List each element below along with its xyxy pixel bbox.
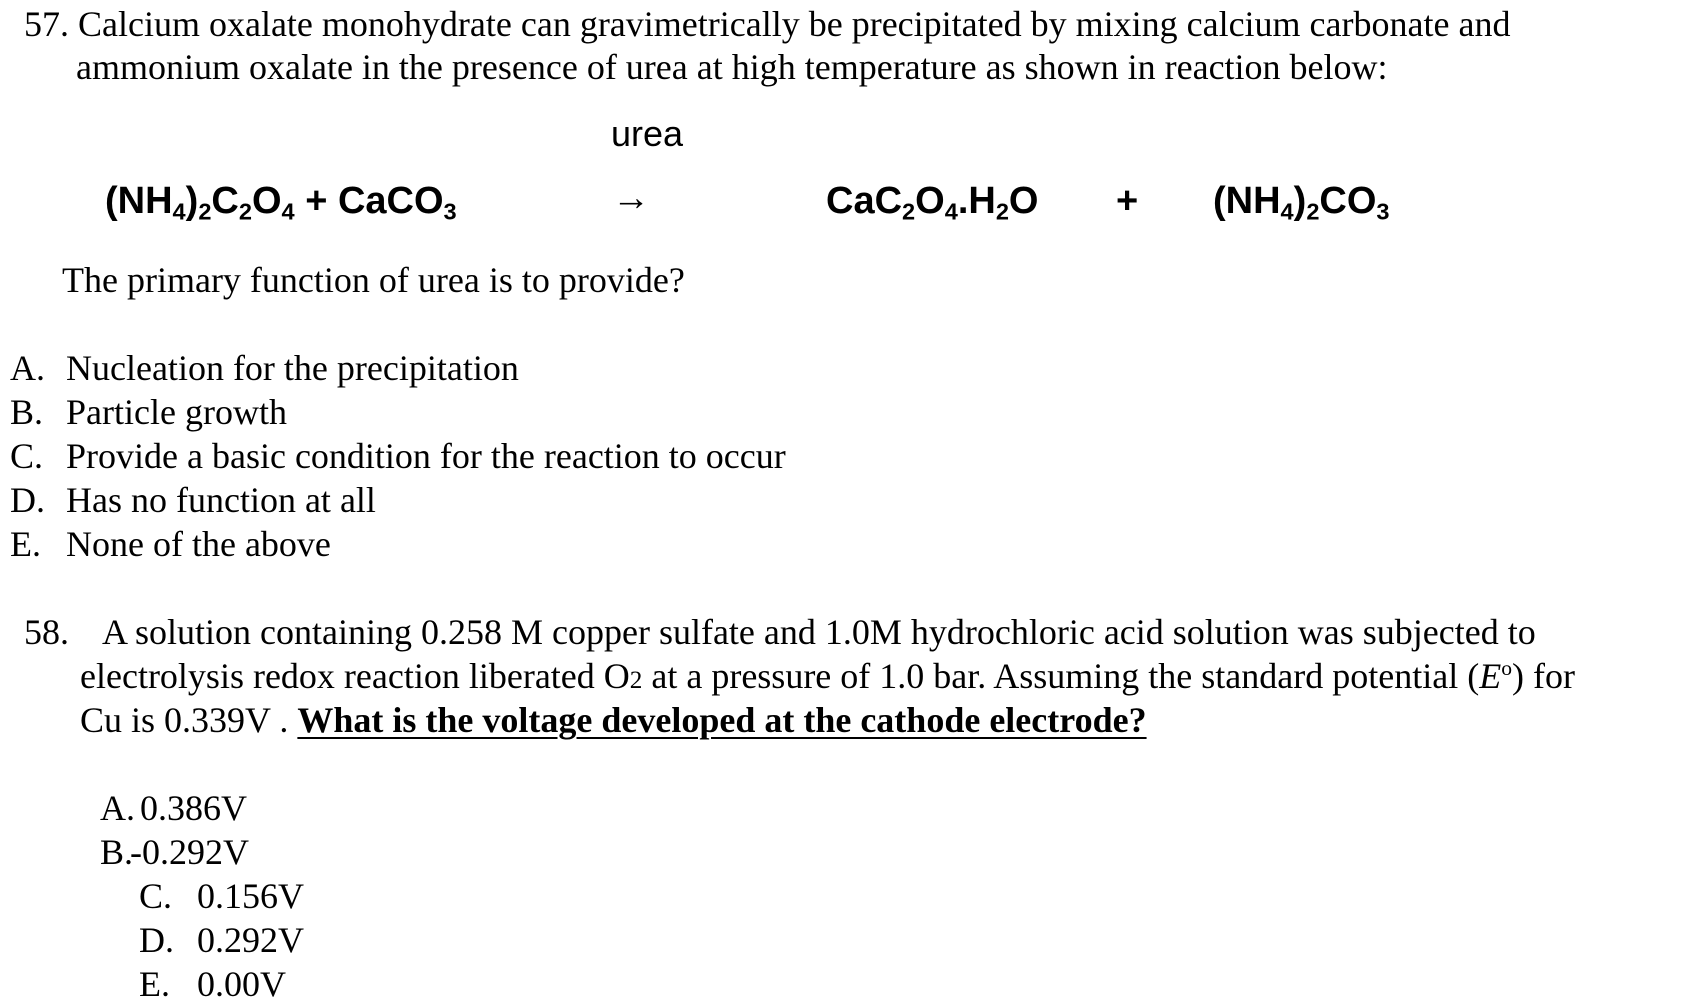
q58-line3: Cu is 0.339V . What is the voltage developed at the cathode electrode? [80, 700, 1147, 740]
q58-option-d[interactable]: D. 0.292V [139, 920, 304, 960]
q58-option-a[interactable]: A. 0.386V [100, 788, 247, 828]
q57-line2: ammonium oxalate in the presence of urea at high temperature as shown in reaction below: [76, 47, 1388, 87]
q58-number: 58. [24, 612, 69, 652]
reaction-arrow: → [612, 177, 650, 219]
q57-option-b[interactable]: B. Particle growth [10, 392, 287, 432]
reaction-product-ammonium-carbonate: $(NH_4)_2CO_3$ [1213, 180, 1390, 225]
q57-question: The primary function of urea is to provide? [62, 260, 685, 300]
q58-option-c[interactable]: C. 0.156V [139, 876, 304, 916]
reaction-catalyst-urea: urea [611, 113, 684, 154]
q57-line1-text: Calcium oxalate monohydrate can gravimetrically be precipitated by mixing calcium carbonate and [78, 4, 1511, 44]
reaction-product-calcium-oxalate: $CaC_2O_4.H_2O$ [826, 180, 1039, 225]
q58-line2: electrolysis redox reaction liberated O2 at a pressure of 1.0 bar. Assuming the standard potential $(E^o)$ for [80, 656, 1575, 696]
q58-line1 [24, 610, 1536, 654]
q58-option-b[interactable]: B.-0.292V [100, 832, 249, 872]
q58-option-e[interactable]: E. 0.00V [139, 964, 286, 1004]
q57-line1 [24, 2, 1510, 46]
reaction-reactants: $(NH_4)_2C_2O_4$ + CaCO$_3$ [105, 180, 457, 225]
q57-option-e[interactable]: E. None of the above [10, 524, 331, 564]
q57-option-d[interactable]: D. Has no function at all [10, 480, 376, 520]
q58-line1-text: A solution containing 0.258 M copper sulfate and 1.0M hydrochloric acid solution was subjected to [102, 612, 1536, 652]
q57-number: 57. [24, 4, 69, 44]
q57-option-c[interactable]: C. Provide a basic condition for the reaction to occur [10, 436, 786, 476]
q57-option-a[interactable]: A. Nucleation for the precipitation [10, 348, 519, 388]
q58-bold-question: What is the voltage developed at the cathode electrode? [297, 700, 1147, 740]
reaction-plus: + [1116, 180, 1139, 222]
